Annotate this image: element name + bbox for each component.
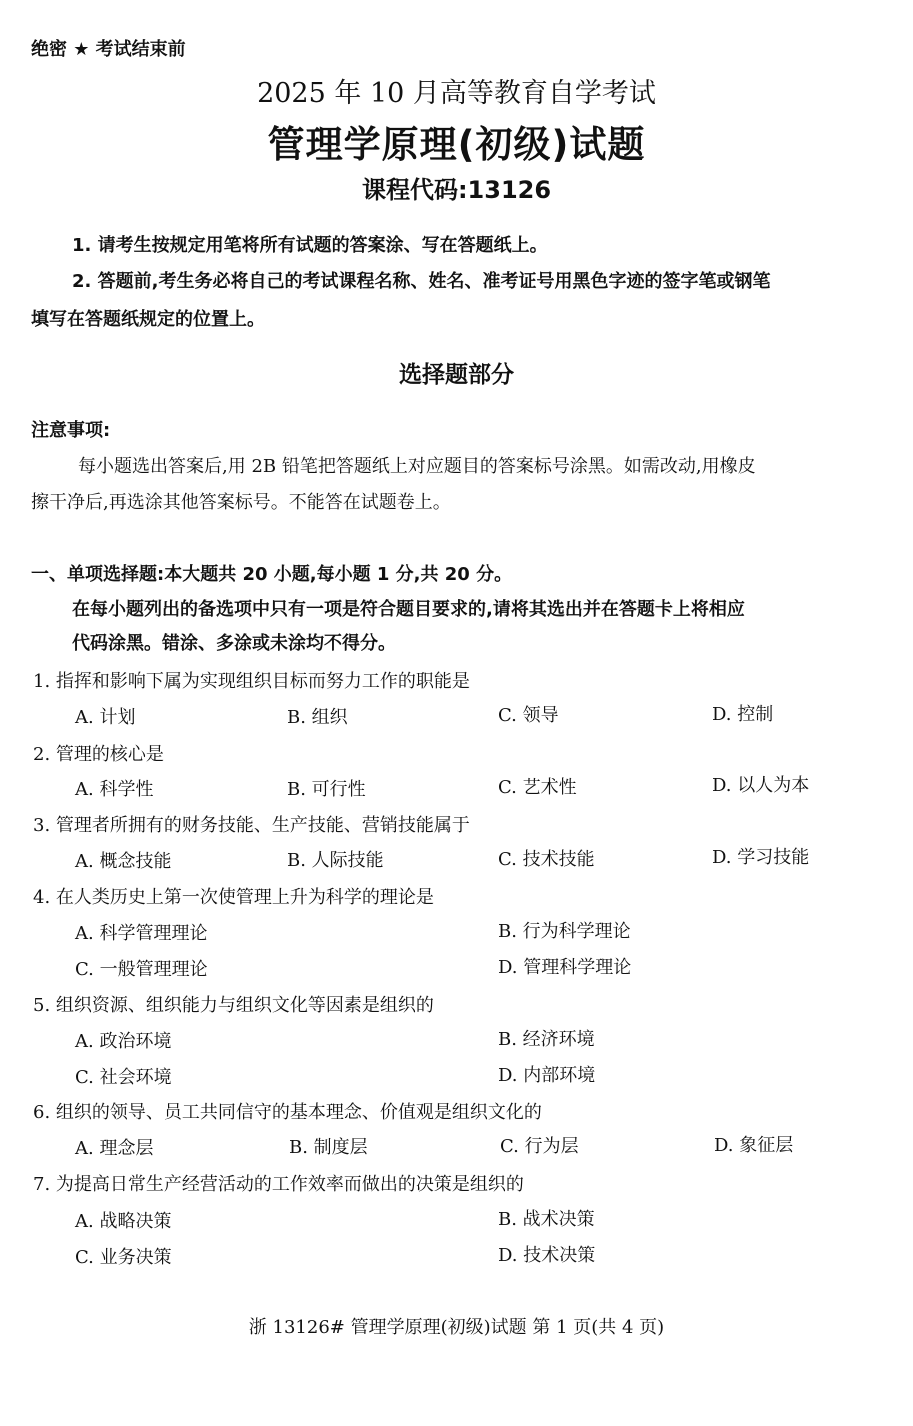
note-line: 擦干净后,再选涂其他答案标号。不能答在试题卷上。 (31, 492, 451, 513)
part-one-title: 一、单项选择题:本大题共 20 小题,每小题 1 分,共 20 分。 (31, 564, 513, 585)
part-one-description: 在每小题列出的备选项中只有一项是符合题目要求的,请将其选出并在答题卡上将相应 (72, 599, 745, 620)
question-5-text: 5. 组织资源、组织能力与组织文化等因素是组织的 (33, 995, 434, 1016)
question-4-text: 4. 在人类历史上第一次使管理上升为科学的理论是 (33, 887, 434, 908)
question-4-option-b: B. 行为科学理论 (498, 921, 631, 942)
question-6-option-c: C. 行为层 (500, 1136, 579, 1157)
question-6-text: 6. 组织的领导、员工共同信守的基本理念、价值观是组织文化的 (33, 1102, 542, 1123)
question-7-option-c: C. 业务决策 (75, 1247, 172, 1268)
question-1-option-a: A. 计划 (75, 707, 136, 728)
exam-year-heading: 2025 年 10 月高等教育自学考试 (257, 78, 656, 109)
secret-mark: 绝密 ★ 考试结束前 (31, 39, 186, 60)
question-5-option-d: D. 内部环境 (498, 1065, 596, 1086)
question-7-text: 7. 为提高日常生产经营活动的工作效率而做出的决策是组织的 (33, 1174, 524, 1195)
question-1-option-d: D. 控制 (712, 704, 774, 725)
note-line: 每小题选出答案后,用 2B 铅笔把答题纸上对应题目的答案标号涂黑。如需改动,用橡皮 (78, 456, 756, 477)
question-2-option-b: B. 可行性 (287, 779, 366, 800)
question-1-option-c: C. 领导 (498, 705, 559, 726)
question-5-option-a: A. 政治环境 (75, 1031, 172, 1052)
question-2-text: 2. 管理的核心是 (33, 744, 164, 765)
notes-label: 注意事项: (31, 420, 111, 441)
question-5-option-b: B. 经济环境 (498, 1029, 595, 1050)
question-6-option-d: D. 象征层 (714, 1135, 794, 1156)
question-6-option-b: B. 制度层 (289, 1137, 368, 1158)
question-7-option-d: D. 技术决策 (498, 1245, 596, 1266)
question-3-option-c: C. 技术技能 (498, 849, 595, 870)
instruction-1: 1. 请考生按规定用笔将所有试题的答案涂、写在答题纸上。 (72, 235, 548, 256)
page-footer: 浙 13126# 管理学原理(初级)试题 第 1 页(共 4 页) (248, 1317, 665, 1338)
question-3-text: 3. 管理者所拥有的财务技能、生产技能、营销技能属于 (33, 815, 470, 836)
question-3-option-a: A. 概念技能 (75, 851, 172, 872)
question-4-option-c: C. 一般管理理论 (75, 959, 208, 980)
instruction-2-continued: 填写在答题纸规定的位置上。 (31, 309, 265, 330)
question-7-option-a: A. 战略决策 (75, 1211, 172, 1232)
part-one-description: 代码涂黑。错涂、多涂或未涂均不得分。 (72, 633, 396, 654)
question-4-option-d: D. 管理科学理论 (498, 957, 632, 978)
question-3-option-d: D. 学习技能 (712, 847, 810, 868)
question-7-option-b: B. 战术决策 (498, 1209, 595, 1230)
question-4-option-a: A. 科学管理理论 (75, 923, 208, 944)
instruction-2: 2. 答题前,考生务必将自己的考试课程名称、姓名、准考证号用黑色字迹的签字笔或钢笔 (72, 271, 771, 292)
course-code: 课程代码:13126 (361, 176, 552, 204)
section-title: 选择题部分 (399, 362, 514, 388)
question-5-option-c: C. 社会环境 (75, 1067, 172, 1088)
exam-title: 管理学原理(初级)试题 (267, 123, 646, 166)
question-3-option-b: B. 人际技能 (287, 850, 384, 871)
question-2-option-d: D. 以人为本 (712, 775, 810, 796)
question-1-option-b: B. 组织 (287, 707, 348, 728)
question-1-text: 1. 指挥和影响下属为实现组织目标而努力工作的职能是 (33, 671, 470, 692)
question-2-option-c: C. 艺术性 (498, 777, 577, 798)
question-2-option-a: A. 科学性 (75, 779, 154, 800)
question-6-option-a: A. 理念层 (75, 1138, 154, 1159)
